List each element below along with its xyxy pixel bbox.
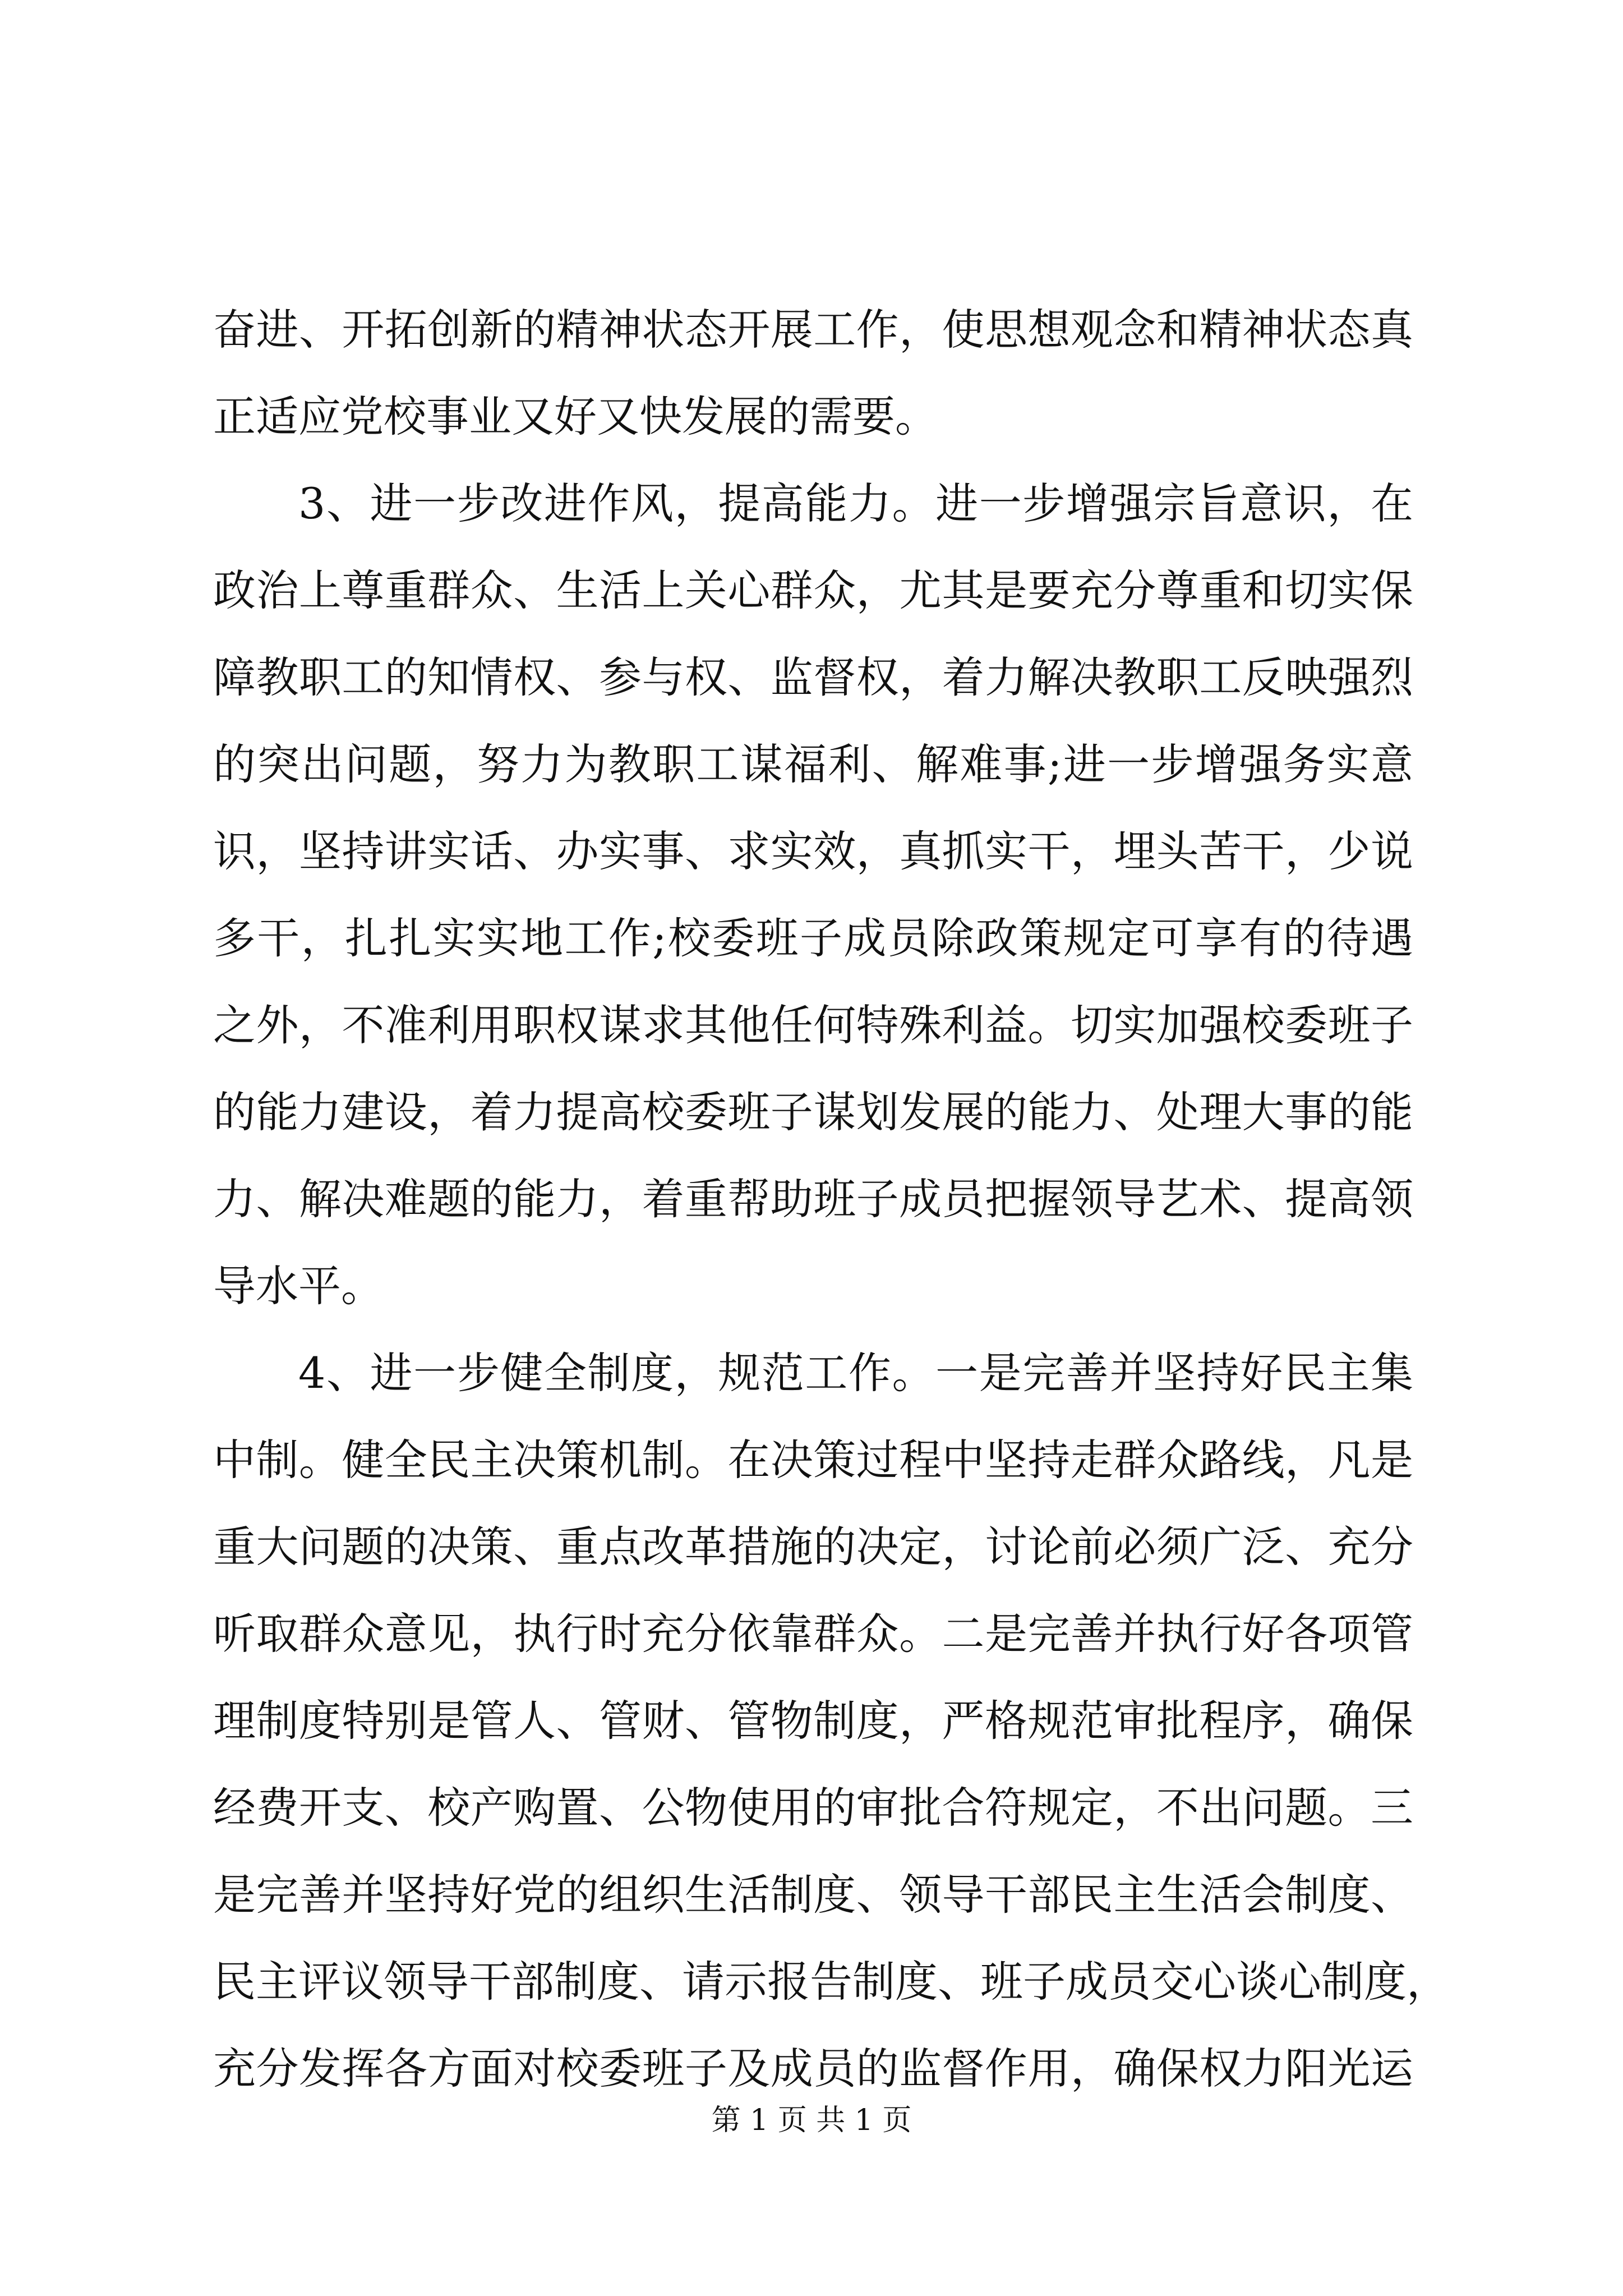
text-line: 正适应党校事业又好又快发展的需要。 [213, 392, 938, 441]
text-line: 奋进、开拓创新的精神状态开展工作，使思想观念和精神状态真 [213, 305, 1413, 355]
document-body [213, 286, 1449, 2112]
text-line: 理制度特别是管人、管财、管物制度，严格规范审批程序，确保 [213, 1696, 1413, 1746]
text-line: 3、进一步改进作风，提高能力。进一步增强宗旨意识，在 [298, 478, 1413, 528]
page-footer: 第 1 页 共 1 页 [711, 2104, 912, 2137]
text-line: 多干，扎扎实实地工作;校委班子成员除政策规定可享有的待遇 [213, 913, 1413, 963]
text-line: 是完善并坚持好党的组织生活制度、领导干部民主生活会制度、 [213, 1870, 1413, 1920]
text-line: 民主评议领导干部制度、请示报告制度、班子成员交心谈心制度， [213, 1957, 1449, 2007]
text-line: 识，坚持讲实话、办实事、求实效，真抓实干，埋头苦干，少说 [213, 826, 1413, 876]
text-line: 听取群众意见，执行时充分依靠群众。二是完善并执行好各项管 [213, 1609, 1413, 1659]
text-line: 4、进一步健全制度，规范工作。一是完善并坚持好民主集 [298, 1348, 1413, 1398]
text-line: 的突出问题，努力为教职工谋福利、解难事;进一步增强务实意 [213, 739, 1413, 789]
text-line: 经费开支、校产购置、公物使用的审批合符规定，不出问题。三 [213, 1783, 1413, 1833]
text-line: 政治上尊重群众、生活上关心群众，尤其是要充分尊重和切实保 [213, 565, 1413, 615]
text-line: 重大问题的决策、重点改革措施的决定，讨论前必须广泛、充分 [213, 1522, 1413, 1572]
text-line: 力、解决难题的能力，着重帮助班子成员把握领导艺术、提高领 [213, 1174, 1413, 1224]
text-line: 之外，不准利用职权谋求其他任何特殊利益。切实加强校委班子 [213, 1000, 1413, 1050]
text-line: 导水平。 [213, 1261, 384, 1311]
text-line: 障教职工的知情权、参与权、监督权，着力解决教职工反映强烈 [213, 652, 1413, 702]
text-line: 中制。健全民主决策机制。在决策过程中坚持走群众路线，凡是 [213, 1435, 1413, 1485]
text-line: 充分发挥各方面对校委班子及成员的监督作用，确保权力阳光运 [213, 2044, 1413, 2093]
text-line: 的能力建设，着力提高校委班子谋划发展的能力、处理大事的能 [213, 1087, 1413, 1137]
